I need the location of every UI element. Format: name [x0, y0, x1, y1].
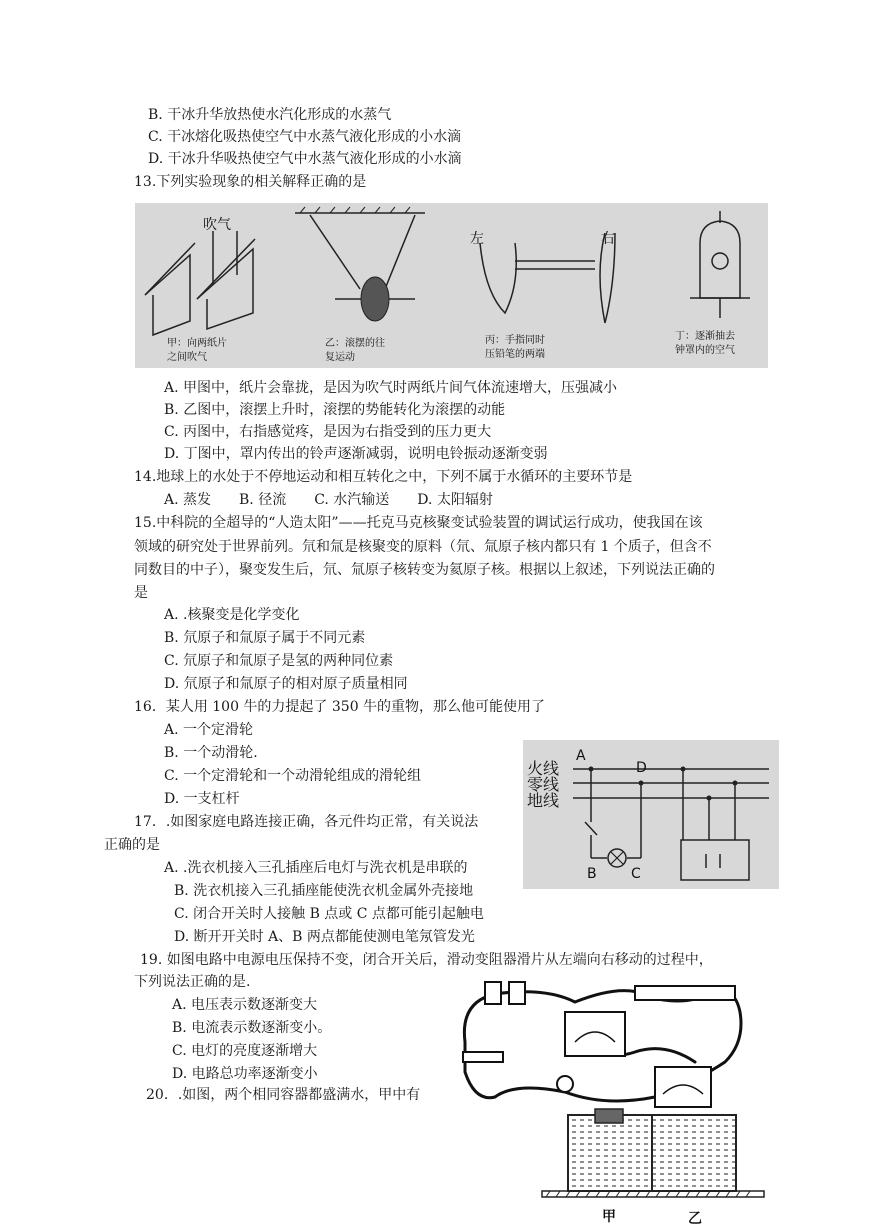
q17-stem-line2: 正确的是	[104, 837, 160, 853]
q13-option-d: D. 丁图中，罩内传出的铃声逐渐减弱，说明电铃振动逐渐变弱	[164, 446, 548, 462]
caption-bing-1: 丙：手指同时	[485, 335, 545, 346]
container-jia-icon	[568, 1115, 652, 1191]
three-pin-socket-icon	[681, 840, 749, 880]
q15-option-a: A. .核聚变是化学变化	[164, 607, 300, 623]
switch-icon	[585, 822, 597, 835]
q20-stem: 20．.如图，两个相同容器都盛满水，甲中有	[146, 1087, 421, 1103]
q16-option-b: B. 一个动滑轮.	[164, 745, 258, 761]
label-point-d: D	[636, 760, 647, 776]
caption-jia-1: 甲：向两纸片	[167, 338, 227, 349]
q12-option-b: B. 干冰升华放热使水汽化形成的水蒸气	[148, 107, 392, 123]
q15-option-d: D. 氘原子和氚原子的相对原子质量相同	[164, 676, 408, 692]
switch-icon	[463, 1052, 503, 1062]
caption-jia-2: 之间吹气	[167, 352, 207, 363]
label-live-wire: 火线	[527, 759, 560, 778]
q17-option-a: A. .洗衣机接入三孔插座后电灯与洗衣机是串联的	[164, 860, 468, 876]
q13-option-b: B. 乙图中，滚摆上升时，滚摆的势能转化为滚摆的动能	[164, 402, 506, 418]
q14-stem: 14.地球上的水处于不停地运动和相互转化之中，下列不属于水循环的主要环节是	[134, 469, 633, 485]
q16-option-a: A. 一个定滑轮	[164, 722, 254, 738]
caption-yi-1: 乙：滚摆的往	[325, 338, 385, 349]
q15-stem-line2: 领域的研究处于世界前列。氘和氚是核聚变的原料（氘、氚原子核内都只有 1 个质子，但含不	[134, 539, 712, 555]
label-yi: 乙	[688, 1211, 702, 1227]
voltmeter-icon	[565, 1012, 625, 1056]
q19-circuit-figure	[455, 972, 755, 1114]
q20-containers-drawing	[540, 1105, 765, 1228]
label-point-c: C	[631, 866, 641, 882]
q17-circuit-drawing	[523, 740, 779, 889]
q13-option-a: A. 甲图中，纸片会靠拢，是因为吹气时两纸片间气体流速增大，压强减小	[164, 380, 618, 396]
q13-figure-drawing	[135, 203, 768, 368]
bell-icon	[712, 253, 728, 269]
label-point-b: B	[587, 866, 597, 882]
q20-containers-figure	[540, 1105, 765, 1228]
q14-options: A. 蒸发 B. 径流 C. 水汽输送 D. 太阳辐射	[164, 492, 493, 508]
caption-ding-2: 钟罩内的空气	[675, 345, 735, 356]
rheostat-icon	[635, 986, 735, 1000]
q19-option-a: A. 电压表示数逐渐变大	[172, 997, 318, 1013]
container-yi-icon	[652, 1115, 736, 1191]
q19-option-c: C. 电灯的亮度逐渐增大	[172, 1043, 318, 1059]
label-ground-wire: 地线	[527, 791, 560, 810]
q17-option-d: D. 断开开关时 A、B 两点都能使测电笔氖管发光	[174, 929, 475, 945]
q15-option-b: B. 氘原子和氚原子属于不同元素	[164, 630, 366, 646]
ammeter-icon	[655, 1067, 711, 1107]
q15-stem-line1: 15.中科院的全超导的“人造太阳”——托克马克核聚变试验装置的调试运行成功，使我国在该	[134, 515, 703, 531]
q19-option-b: B. 电流表示数逐渐变小。	[172, 1020, 332, 1036]
caption-yi-2: 复运动	[325, 352, 355, 363]
q16-option-c: C. 一个定滑轮和一个动滑轮组成的滑轮组	[164, 768, 422, 784]
q15-stem-line3: 同数目的中子），聚变发生后，氘、氚原子核转变为氦原子核。根据以上叙述，下列说法正确的	[134, 562, 715, 578]
q19-option-d: D. 电路总功率逐渐变小	[172, 1066, 318, 1082]
label-point-a: A	[576, 748, 586, 764]
label-jia: 甲	[602, 1209, 616, 1225]
q17-circuit-figure	[523, 740, 779, 889]
caption-bing-2: 压铅笔的两端	[485, 349, 545, 360]
q16-stem: 16．某人用 100 牛的力提起了 350 牛的重物，那么他可能使用了	[134, 699, 546, 715]
battery-icon	[485, 982, 501, 1004]
label-right: 右	[601, 231, 615, 247]
label-left: 左	[470, 231, 484, 247]
wood-block-icon	[595, 1109, 623, 1123]
q13-option-c: C. 丙图中，右指感觉疼，是因为右指受到的压力更大	[164, 424, 492, 440]
q17-option-c: C. 闭合开关时人接触 B 点或 C 点都可能引起触电	[174, 906, 484, 922]
q17-option-b: B. 洗衣机接入三孔插座能使洗衣机金属外壳接地	[174, 883, 474, 899]
q12-option-c: C. 干冰熔化吸热使空气中水蒸气液化形成的小水滴	[148, 129, 462, 145]
q13-stem: 13.下列实验现象的相关解释正确的是	[134, 174, 367, 190]
q15-stem-line4: 是	[134, 585, 148, 601]
q17-stem-line1: 17．.如图家庭电路连接正确，各元件均正常，有关说法	[134, 814, 479, 830]
q19-circuit-drawing	[455, 972, 755, 1114]
q19-stem-line1: 19. 如图电路中电源电压保持不变，闭合开关后，滑动变阻器滑片从左端向右移动的过程中，	[140, 952, 713, 968]
label-blow: 吹气	[203, 217, 231, 233]
q16-option-d: D. 一支杠杆	[164, 791, 240, 807]
label-neutral-wire: 零线	[527, 775, 560, 794]
wheel-icon	[361, 277, 389, 321]
q12-option-d: D. 干冰升华吸热使空气中水蒸气液化形成的小水滴	[148, 151, 462, 167]
q13-figure	[135, 203, 768, 368]
q19-stem-line2: 下列说法正确的是.	[134, 974, 251, 990]
caption-ding-1: 丁：逐渐抽去	[675, 331, 735, 342]
q15-option-c: C. 氘原子和氚原子是氢的两种同位素	[164, 653, 394, 669]
bulb-icon	[557, 1076, 573, 1092]
